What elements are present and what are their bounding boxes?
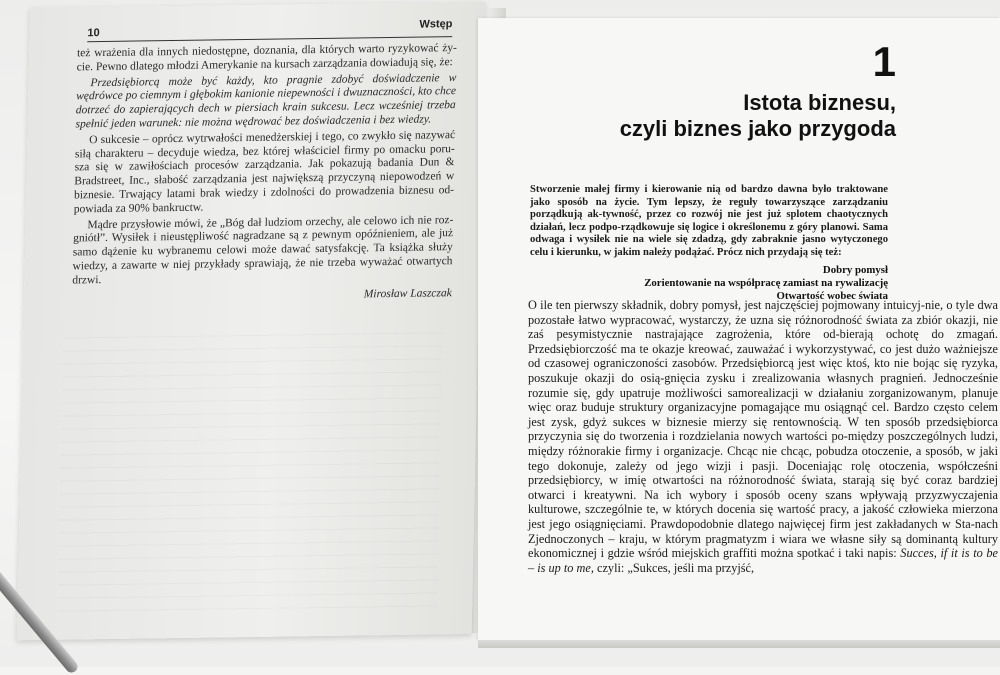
keyword-item: Dobry pomysł — [822, 264, 888, 276]
right-page — [478, 18, 1000, 640]
chapter-intro: Stworzenie małej firmy i kierowanie nią od bardzo dawna było traktowane jako sposób na życie. Tym lepszy, że reguły towarzyszące zarządzaniu porządkują ak-tywność, przez co rozwój nie jest już splotem chaotycznych działań, lecz podpo-rządkowuje się logice i określonemu z góry planowi. Sama odwaga i wysiłek nie na wiele się zdadzą, gdy zabraknie jasno wytyczonego celu i kierunku, w jakim należy podążać. Prócz nich przydają się też: — [530, 184, 888, 258]
keyword-list — [530, 264, 888, 302]
chapter-number: 1 — [872, 38, 896, 85]
chapter-title — [620, 90, 896, 142]
left-page — [17, 2, 485, 641]
body-paragraph — [528, 298, 998, 575]
chapter-body-text — [528, 298, 998, 575]
author-signature: Mirosław Laszczak — [363, 286, 452, 300]
running-head-title: Wstęp — [419, 18, 453, 31]
keyword-item: Zorientowanie na współpracę zamiast na rywalizację — [644, 276, 888, 289]
body-text: O ile ten pierwszy składnik, dobry pomysł, jest najczęściej pojmowany intuicyj-nie, o tyle dwa pozostałe łatwo wypracować, wystarczy, że uzna się różnorodność świata za zbiór okazji, nie zaś pesymistycznie nastrajające zagrożenia, które od-bierają ochotę do zmagań. Przedsiębiorczość ma te okazje kreować, zauważać i wykorzystywać, co jest dużo ważniejsze od czasowej ograniczoności zasobów. Przedsiębiorcą jest więc ktoś, kto nie bojąc się ryzyka, poszukuje okazji do osią-gnięcia zysku i zrealizowania własnych pragnień. Jednocześnie rozumie się, gdy upatruje możliwości samorealizacji w działaniu zorganizowanym, planuje więc oraz buduje struktury organizacyjne pomagające mu osiągnąć cel. Bardzo często celem jest zysk, gdyż sukces w biznesie mierzy się rentownością. W ten sposób przedsiębiorca przyczynia się do tworzenia i rozdzielania nowych wartości po-między poszczególnych ludzi, między różnorakie firmy i organizacje. Chcąc nie chcąc, pobudza otoczenie, a sposób, w jaki tego dokonuje, zależy od jego wizji i pasji. Doceniając rolę otoczenia, współcześni przedsiębiorcy, w imię otwartości na różnorodność świata, starają się być coraz bardziej otwarci i kreatywni. Na ich wybory i sposób oceny szans wpływają przyzwyczajenia kulturowe, szczególnie te, w których docenia się wartość pracy, a jakość człowieka mierzona jest jego osiągnięciami. Prawdopodobnie dlatego najwięcej firm jest zakładanych w Sta-nach Zjednoczonych – kraju, w którym pragmatyzm i wiara we własne siły są dominantą kultury ekonomicznej i gdzie wśród miejskich graffiti można spotkać i taki napis: — [528, 298, 998, 561]
paragraph: Mądre przysłowie mówi, że „Bóg dał ludziom orzechy, ale celowo ich nie roz-gniótł”. Wysiłek i nieustępliwość nagradzane są z pewnym opóźnieniem, ale już samo dążenie ku wybranemu celowi może dawać satysfakcję. Ta książka służy wiedzy, a zawarte w niej przykłady sprawiają, że nie trzeba wyważać otwartych drzwi. — [72, 213, 454, 287]
page-edge — [478, 640, 1000, 648]
running-header — [87, 18, 453, 42]
paragraph: też wrażenia dla innych niedostępne, doznania, dla których warto ryzykować ży-cie. Pewno dlatego młodzi Amerykanie na kursach zarządzania dowiadują się, że: — [76, 42, 458, 74]
quote-tail: czyli: „Sukces, jeśli ma przyjść, — [597, 560, 755, 575]
keyword-item: Otwartość wobec świata — [776, 289, 888, 302]
chapter-title-line: Istota biznesu, — [743, 90, 896, 115]
left-page-text — [72, 42, 457, 306]
show-through-text — [57, 332, 443, 617]
paragraph-italic-quote: Przedsiębiorcą może być każdy, kto pragnie zdobyć doświadczenie w wędrówce po ciemnym i głębokim kanionie niepewności i dwuznaczności, kto chce dotrzeć do zapierających dech w piersiach krain sukcesu. Lecz wcześniej trzeba spełnić jeden warunek: nie można wędrować bez doświadczenia i bez wiedzy. — [75, 71, 457, 131]
quote-italic: Succes, if it is to be – is up to me, — [528, 546, 999, 575]
page-number: 10 — [87, 27, 100, 40]
paragraph: O sukcesie – oprócz wytrwałości menedżerskiej i tego, co zwykło się nazywać siłą charakteru – decyduje wiedza, bez której właściciel firmy po omacku poru-sza się w zawiłościach procesów zarządzania. Jak pokazują badania Dun & Bradstreet, Inc., słabość zarządzania jest największą przyczyną niepowodzeń w biznesie. Trwający latami brak wiedzy i zdolności do prowadzenia biznesu od-powiada za 90% bankructw. — [73, 128, 456, 216]
chapter-title-line: czyli biznes jako przygoda — [619, 116, 896, 141]
